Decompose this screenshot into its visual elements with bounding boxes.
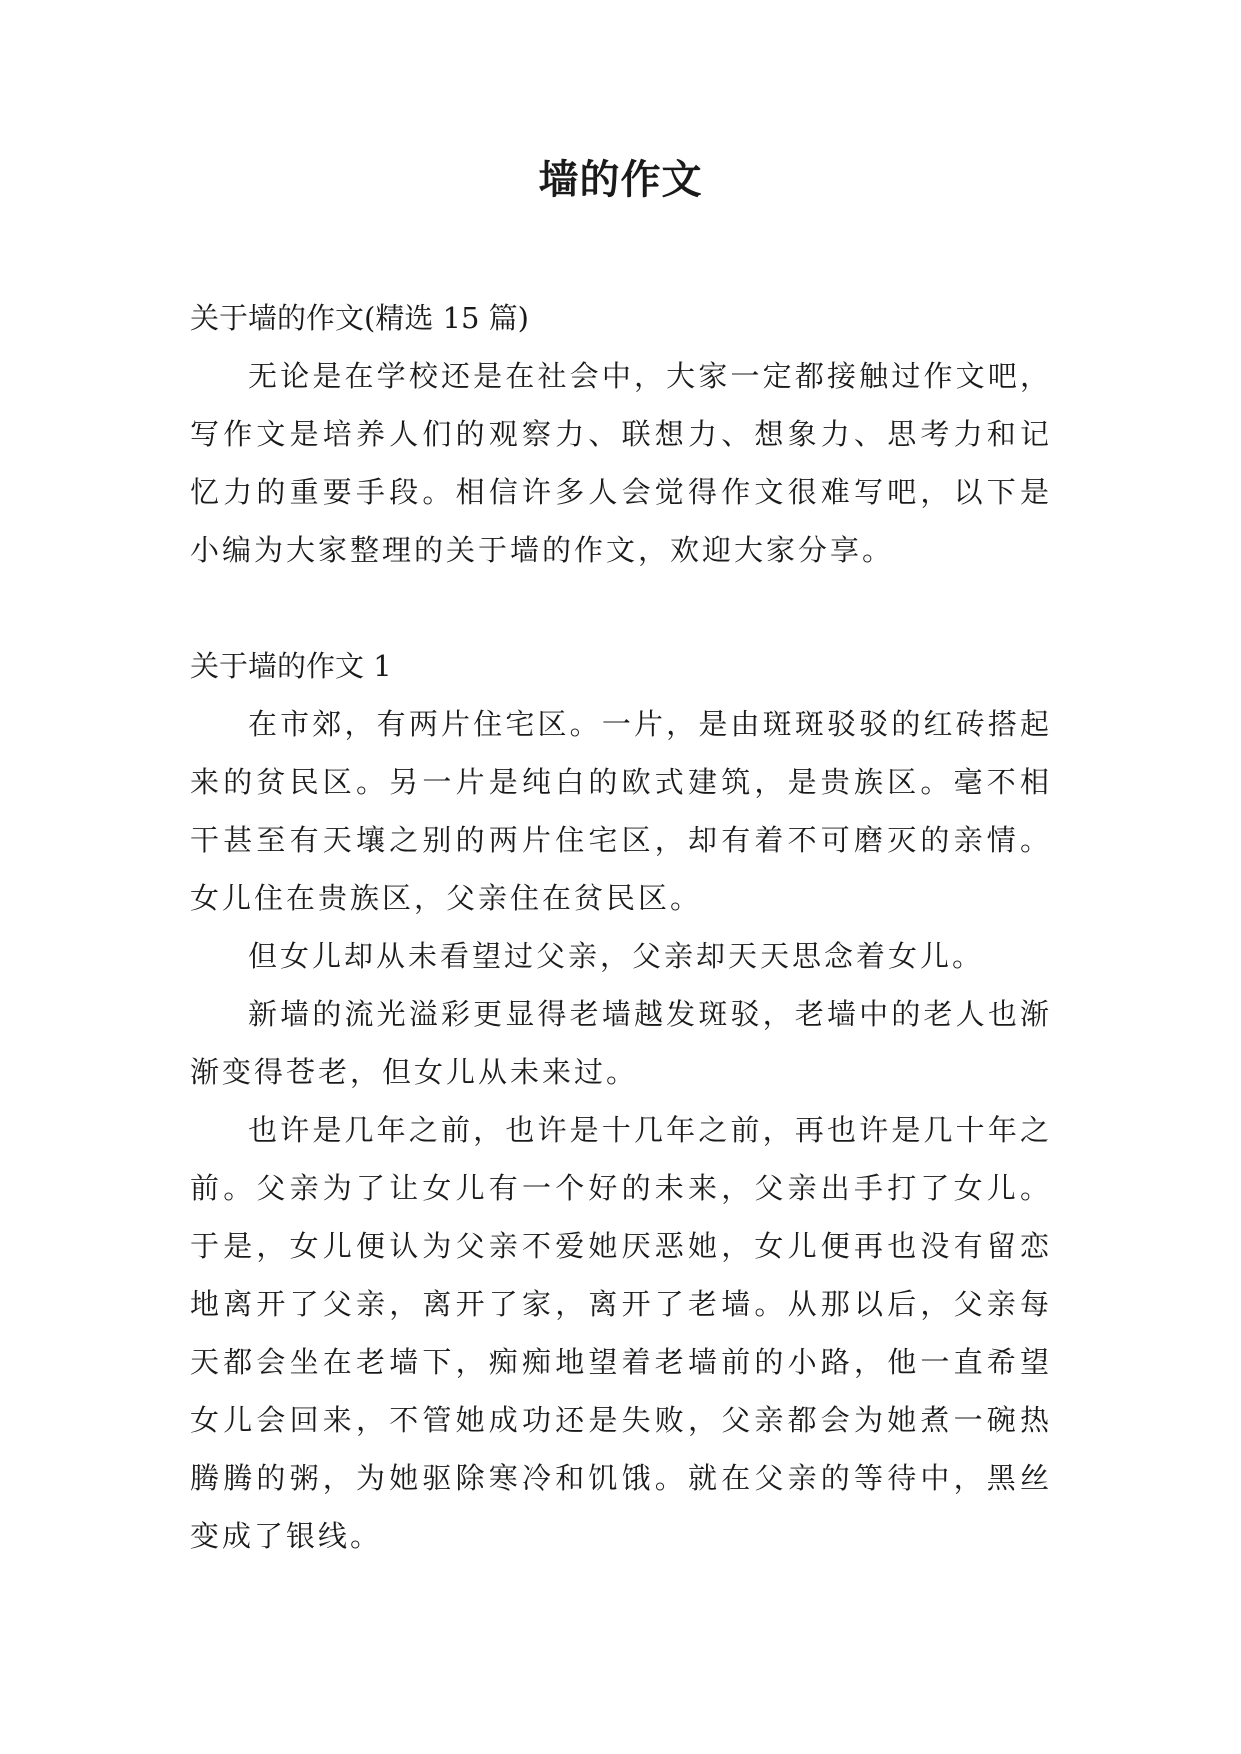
section-spacer: [190, 579, 1052, 637]
body-paragraph: 也许是几年之前，也许是十几年之前，再也许是几十年之前。父亲为了让女儿有一个好的未来，父亲出手打了女儿。于是，女儿便认为父亲不爱她厌恶她，女儿便再也没有留恋地离开了父亲，离开了家，离开了老墙。从那以后，父亲每天都会坐在老墙下，痴痴地望着老墙前的小路，他一直希望女儿会回来，不管她成功还是失败，父亲都会为她煮一碗热腾腾的粥，为她驱除寒冷和饥饿。就在父亲的等待中，黑丝变成了银线。: [190, 1113, 1052, 1553]
intro-paragraph: 无论是在学校还是在社会中，大家一定都接触过作文吧，写作文是培养人们的观察力、联想力、想象力、思考力和记忆力的重要手段。相信许多人会觉得作文很难写吧，以下是小编为大家整理的关于墙的作文，欢迎大家分享。: [190, 359, 1052, 567]
intro-heading: 关于墙的作文(精选 15 篇): [190, 301, 529, 335]
body-paragraph: 在市郊，有两片住宅区。一片，是由斑斑驳驳的红砖搭起来的贫民区。另一片是纯白的欧式建筑，是贵族区。毫不相干甚至有天壤之别的两片住宅区，却有着不可磨灭的亲情。女儿住在贵族区，父亲住在贫民区。: [190, 707, 1052, 915]
body-paragraph: 但女儿却从未看望过父亲，父亲却天天思念着女儿。: [248, 939, 985, 973]
document-body: [190, 289, 1052, 1565]
body-paragraph: 新墙的流光溢彩更显得老墙越发斑驳，老墙中的老人也渐渐变得苍老，但女儿从未来过。: [190, 997, 1052, 1089]
section-heading: 关于墙的作文 1: [190, 649, 392, 683]
document-title: 墙的作文: [538, 157, 703, 203]
